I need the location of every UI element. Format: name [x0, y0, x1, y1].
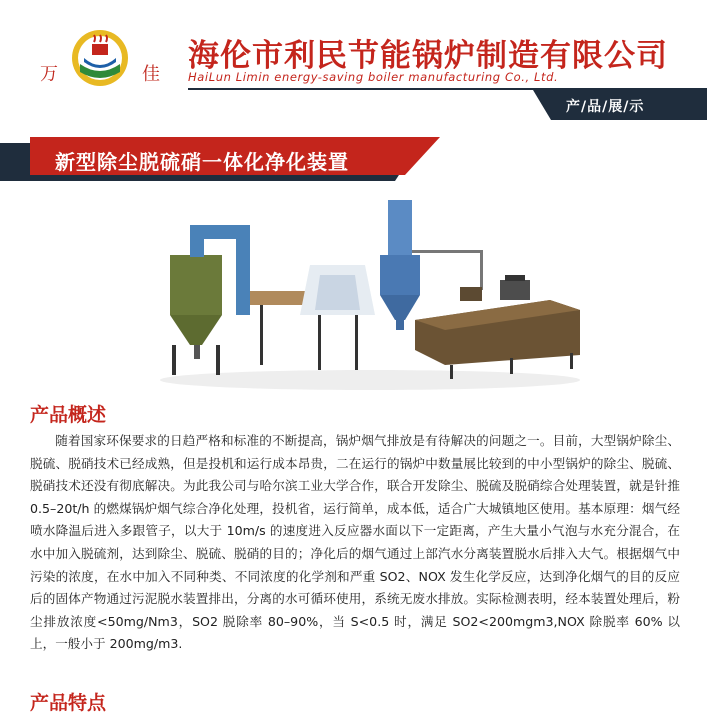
- reaction-tanks: [415, 275, 580, 379]
- company-logo: [70, 28, 130, 88]
- section-title: 产品概述: [30, 404, 107, 426]
- product-description: 随着国家环保要求的日趋严格和标准的不断提高，锅炉烟气排放是有待解决的问题之一。目前，大型锅炉除尘、脱硫、脱硝技术已经成熟，但是投机和运行成本昂贵，二在运行的锅炉中数量展比较到的中小型锅炉的除尘、脱硫、脱硝技术还没有彻底解决。为此我公司与哈尔滨工业大学合作，联合开发除尘、脱硫及脱硝综合处理装置，就是针推 0.5–20t/h 的燃煤锅炉烟气综合净化处理，投机省，运行简单，成本低，适合广大城镇地区使用。基本原理：烟气经喷水降温后进入多跟管子，以大于 10m/s 的速度进入反应器水面以下一定距离，产生大量小气泡与水充分混合，在水中加入脱硫剂，达到除尘、脱硫、脱硝的目的；净化后的烟气通过上部汽水分离装置脱水后排入大气。根据烟气中污染的浓度，在水中加入不同种类、不同浓度的化学剂和严重 SO2、NOX 发生化学反应，达到净化烟气的目的反应后的固体产物通过污泥脱水装置排出，分离的水可循环使用，系统无废水排放。实际检测表明，经本装置处理后，粉尘排放浓度<50mg/Nm3，SO2 脱除率 80–90%，当 S<0.5 时，满足 SO2<200mgm3,NOX 除脱率 60% 以上，一般小于 200mg/m3.: [30, 433, 680, 652]
- next-section-title: 产品特点: [30, 692, 107, 714]
- banner-title: 新型除尘脱硫硝一体化净化装置: [55, 150, 349, 174]
- desulfurization-tower: [380, 200, 420, 330]
- filter-unit: [300, 265, 375, 370]
- company-name-en: HaiLun Limin energy-saving boiler manufacturing Co., Ltd.: [188, 70, 559, 84]
- brand-character-right: 佳: [142, 64, 160, 85]
- cyclone-tower: [170, 255, 222, 375]
- brand-character-left: 万: [40, 64, 58, 85]
- products-tab-label[interactable]: 产/品/展/示: [566, 99, 645, 115]
- company-name-cn: 海伦市利民节能锅炉制造有限公司: [188, 38, 668, 74]
- equipment-illustration: [150, 195, 590, 395]
